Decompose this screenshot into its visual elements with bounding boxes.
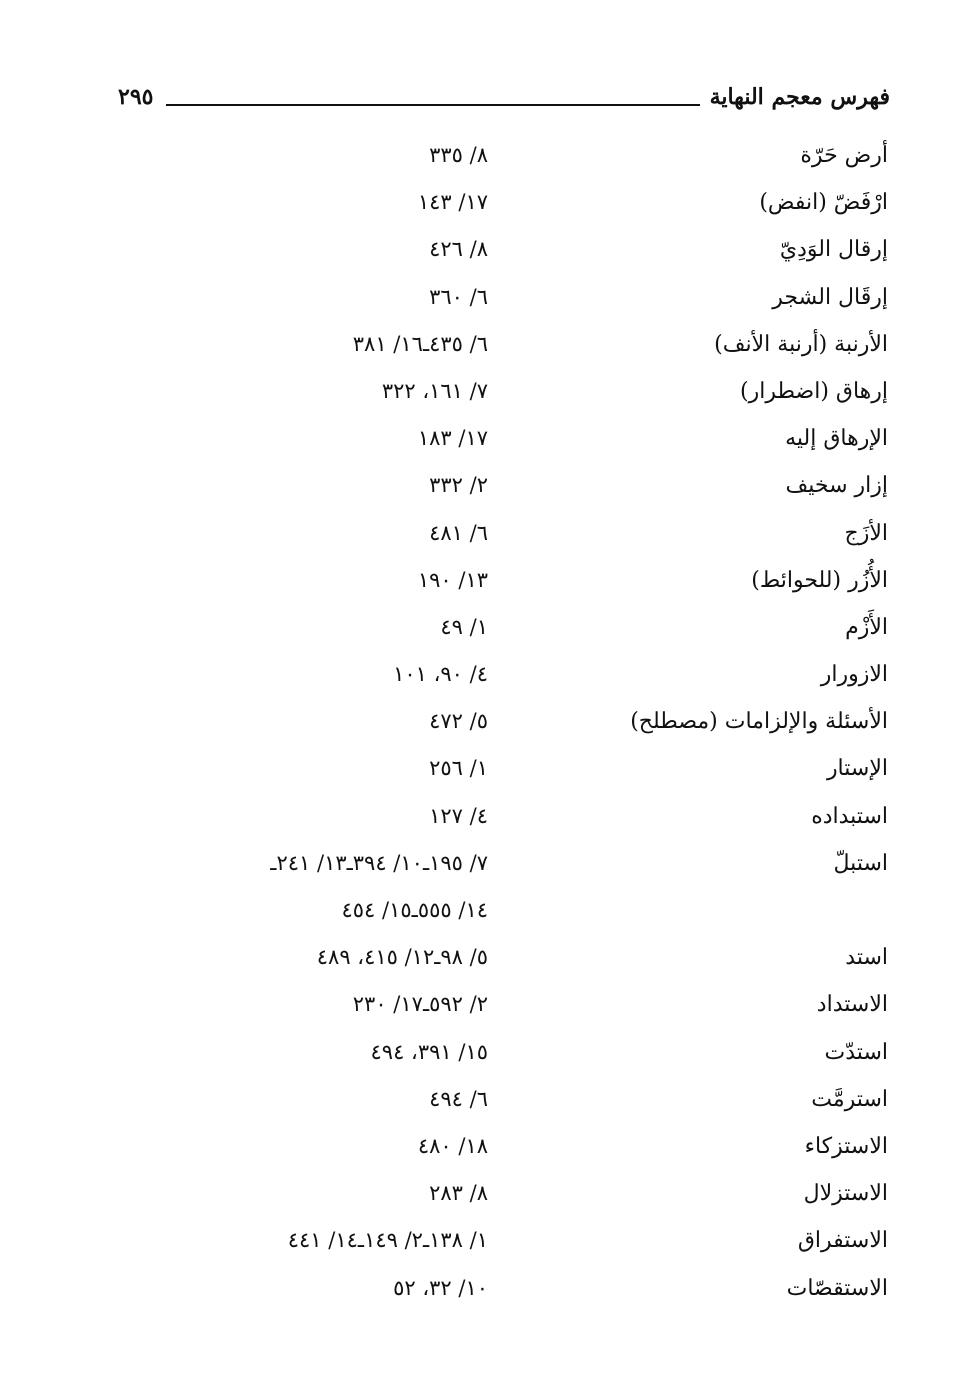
entry-reference: ١٣/ ١٩٠ <box>417 567 488 592</box>
entry-reference: ٧/ ١٩٥ـ١٠/ ٣٩٤ـ١٣/ ٢٤١ـ <box>270 850 488 875</box>
index-entry <box>0 1222 956 1269</box>
entry-term: استرمَّت <box>811 1086 888 1112</box>
entry-term: الإستار <box>826 756 888 782</box>
entry-term: أرض حَرّة <box>800 143 888 168</box>
entry-term: إزار سخيف <box>785 473 888 499</box>
entry-reference: ٨/ ٤٢٦ <box>429 237 488 262</box>
index-entry <box>0 845 956 892</box>
index-entry <box>0 279 956 326</box>
entry-term: إرقَال الشجر <box>772 284 888 310</box>
entry-reference: ٨/ ٢٨٣ <box>429 1181 488 1206</box>
index-entry <box>0 231 956 278</box>
entry-term: الأزَج <box>844 520 888 546</box>
index-entry <box>0 609 956 656</box>
entry-reference: ١٠/ ٣٢، ٥٢ <box>393 1275 488 1300</box>
index-entry <box>0 939 956 986</box>
entry-reference: ٥/ ٤٧٢ <box>429 709 488 734</box>
entry-reference: ١/ ٤٩ <box>440 614 488 639</box>
index-entry <box>0 892 956 939</box>
entry-term: استدّت <box>824 1039 888 1065</box>
entry-term: الاستزكاء <box>804 1133 888 1159</box>
entry-reference: ٦/ ٤٣٥ـ١٦/ ٣٨١ <box>352 331 488 356</box>
index-entry <box>0 420 956 467</box>
entry-reference: ١٥/ ٣٩١، ٤٩٤ <box>370 1039 488 1064</box>
entry-term: الإرهاق إليه <box>785 426 888 452</box>
entry-term: الأرنبة (أرنبة الأنف) <box>714 331 888 357</box>
index-entry <box>0 1128 956 1175</box>
header-title: فهرس معجم النهاية <box>709 84 890 110</box>
index-entry <box>0 137 956 184</box>
index-entry <box>0 326 956 373</box>
entry-reference: ١/ ١٣٨ـ٢/ ١٤٩ـ١٤/ ٤٤١ <box>287 1228 488 1253</box>
index-entry <box>0 562 956 609</box>
entry-term: الأُزُر (للحوائط) <box>751 567 888 593</box>
index-entry <box>0 515 956 562</box>
entry-term: الأَزْم <box>845 614 888 640</box>
entry-reference: ٦/ ٤٨١ <box>429 520 488 545</box>
entry-term: استد <box>845 945 888 971</box>
entry-reference: ١٧/ ١٤٣ <box>417 190 488 215</box>
entry-reference: ٦/ ٤٩٤ <box>429 1086 488 1111</box>
index-entry <box>0 1175 956 1222</box>
entry-reference: ٢/ ٥٩٢ـ١٧/ ٢٣٠ <box>352 992 488 1017</box>
header-rule <box>166 104 700 106</box>
index-entry <box>0 184 956 231</box>
entry-reference: ٤/ ٩٠، ١٠١ <box>393 662 488 687</box>
index-entry <box>0 467 956 514</box>
entry-reference: ١٧/ ١٨٣ <box>417 426 488 451</box>
entry-term: الاستداد <box>816 992 888 1018</box>
page-number: ٢٩٥ <box>118 84 154 110</box>
entry-reference: ٤/ ١٢٧ <box>429 803 488 828</box>
entry-reference: ٥/ ٩٨ـ١٢/ ٤١٥، ٤٨٩ <box>316 945 488 970</box>
index-entry <box>0 656 956 703</box>
index-entry <box>0 373 956 420</box>
entry-reference: ١٨/ ٤٨٠ <box>417 1133 488 1158</box>
entry-term: استبداده <box>811 803 888 829</box>
entry-reference: ١/ ٢٥٦ <box>429 756 488 781</box>
entry-reference: ١٤/ ٥٥٥ـ١٥/ ٤٥٤ <box>341 898 488 922</box>
index-entry <box>0 703 956 750</box>
entry-term: الازورار <box>820 662 888 688</box>
entry-term: الاستزلال <box>803 1181 888 1207</box>
index-entry <box>0 1034 956 1081</box>
entry-term: الاستقصّات <box>786 1275 888 1301</box>
entry-reference: ٧/ ١٦١، ٣٢٢ <box>381 378 488 403</box>
entry-term: استبلّ <box>833 850 888 876</box>
entry-term: الاستفراق <box>797 1228 888 1254</box>
entry-reference: ٦/ ٣٦٠ <box>429 284 488 309</box>
index-entry <box>0 1081 956 1128</box>
entry-term: ارْفَضّ (انفض) <box>759 190 888 216</box>
index-entry <box>0 986 956 1033</box>
entry-reference: ٨/ ٣٣٥ <box>429 143 488 167</box>
entry-term: إرقال الوَدِيّ <box>779 237 888 263</box>
entry-term: إرهاق (اضطرار) <box>740 378 888 404</box>
entry-term: الأسئلة والإلزامات (مصطلح) <box>630 709 888 735</box>
index-entries <box>0 137 956 1317</box>
index-entry <box>0 798 956 845</box>
index-entry <box>0 1270 956 1317</box>
running-header <box>118 84 890 118</box>
entry-reference: ٢/ ٣٣٢ <box>429 473 488 498</box>
index-entry <box>0 750 956 797</box>
